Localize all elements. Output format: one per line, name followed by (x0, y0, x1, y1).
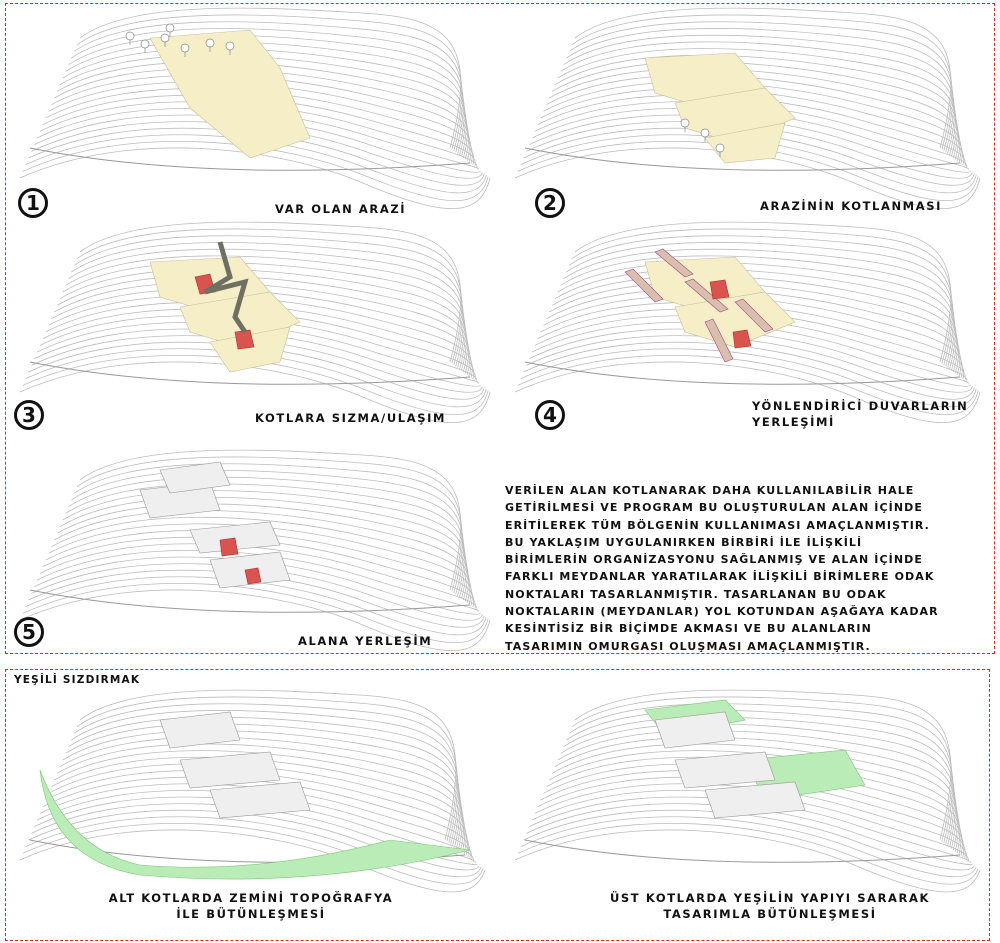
green-right-caption-line2: TASARIMLA BÜTÜNLEŞMESİ (663, 907, 877, 921)
building-block (160, 462, 230, 493)
terrain-panel-3 (10, 222, 500, 402)
building-block (160, 712, 240, 748)
terrain-panel-1 (10, 8, 500, 188)
tree-icon (701, 129, 709, 137)
tree-icon (226, 42, 234, 50)
step-caption-5: ALANA YERLEŞİM (298, 634, 433, 648)
tree-icon (161, 34, 169, 42)
building-block (210, 782, 310, 818)
terrain-panel-2 (505, 8, 990, 188)
contour-line (26, 577, 486, 635)
green-section-title: YEŞİLİ SIZDIRMAK (14, 674, 141, 686)
tree-icon (206, 39, 214, 47)
description-paragraph: VERİLEN ALAN KOTLANARAK DAHA KULLANILABİLİR HALE GETİRİLMESİ VE PROGRAM BU OLUŞTURULAN ALAN İÇİNDE ERİTİLEREK TÜM BÖLGENİN KULLANIMASI AMAÇLANMIŞTIR. BU YAKLAŞIM UYGULANIRKEN BİRBİRİ İLE İLİŞKİLİ BİRİMLERİN ORGANİZASYONU SAĞLANMIŞ VE ALAN İÇİNDE FARKLI MEYDANLAR YARATILARAK İLİŞKİLİ BİRİMLERE ODAK NOKTALARI TASARLANMIŞTIR. TASARLANAN BU ODAK NOKTALARIN (MEYDANLAR) YOL KOTUNDAN AŞAĞAYA KADAR KESİNTİSİZ BİR BİÇİMDE AKMASI VE BU ALANLARIN TASARIMIN OMURGASI OLUŞMASI AMAÇLANMIŞTIR. (505, 484, 939, 653)
terrain-panel-green-low (10, 690, 495, 880)
tree-icon (181, 44, 189, 52)
green-left-caption-line1: ALT KOTLARDA ZEMİNİ TOPOĞRAFYA (108, 891, 394, 905)
step-number-3: 3 (14, 400, 44, 430)
tree-icon (681, 119, 689, 127)
step-caption-3: KOTLARA SIZMA/ULAŞIM (255, 411, 447, 425)
step-number-1: 1 (18, 188, 48, 218)
step-caption-4-line2: YERLEŞİMİ (752, 415, 835, 429)
tree-icon (126, 32, 134, 40)
contour-line (524, 810, 975, 870)
step-caption-4-line1: YÖNLENDİRİCİ DUVARLARIN (752, 399, 969, 413)
building-block (705, 782, 805, 818)
step-caption-1: VAR OLAN ARAZİ (275, 202, 407, 216)
contour-line (518, 823, 978, 884)
terrain-edge (525, 362, 960, 384)
terrain-edge (30, 590, 470, 612)
step-caption-2: ARAZİNİN KOTLANMASI (760, 199, 942, 213)
access-square (245, 568, 261, 584)
contour-lines (20, 450, 490, 651)
step-number-5: 5 (14, 617, 44, 647)
tree-icon (166, 24, 174, 32)
step-number-4: 4 (535, 400, 565, 430)
terrain-panel-4 (505, 222, 990, 402)
contour-line (521, 817, 976, 877)
tree-icon (141, 40, 149, 48)
green-left-caption-line2: İLE BÜTÜNLEŞMESİ (176, 907, 326, 921)
terrain-edge (525, 840, 960, 862)
green-right-caption-line1: ÜST KOTLARDA YEŞİLİN YAPIYI SARARAK (609, 891, 931, 905)
contour-line (524, 342, 975, 399)
access-square (220, 538, 238, 556)
step-number-2: 2 (535, 188, 565, 218)
terrain-panel-green-high (505, 690, 990, 880)
tree-icon (716, 144, 724, 152)
terrain-panel-5 (10, 450, 500, 630)
